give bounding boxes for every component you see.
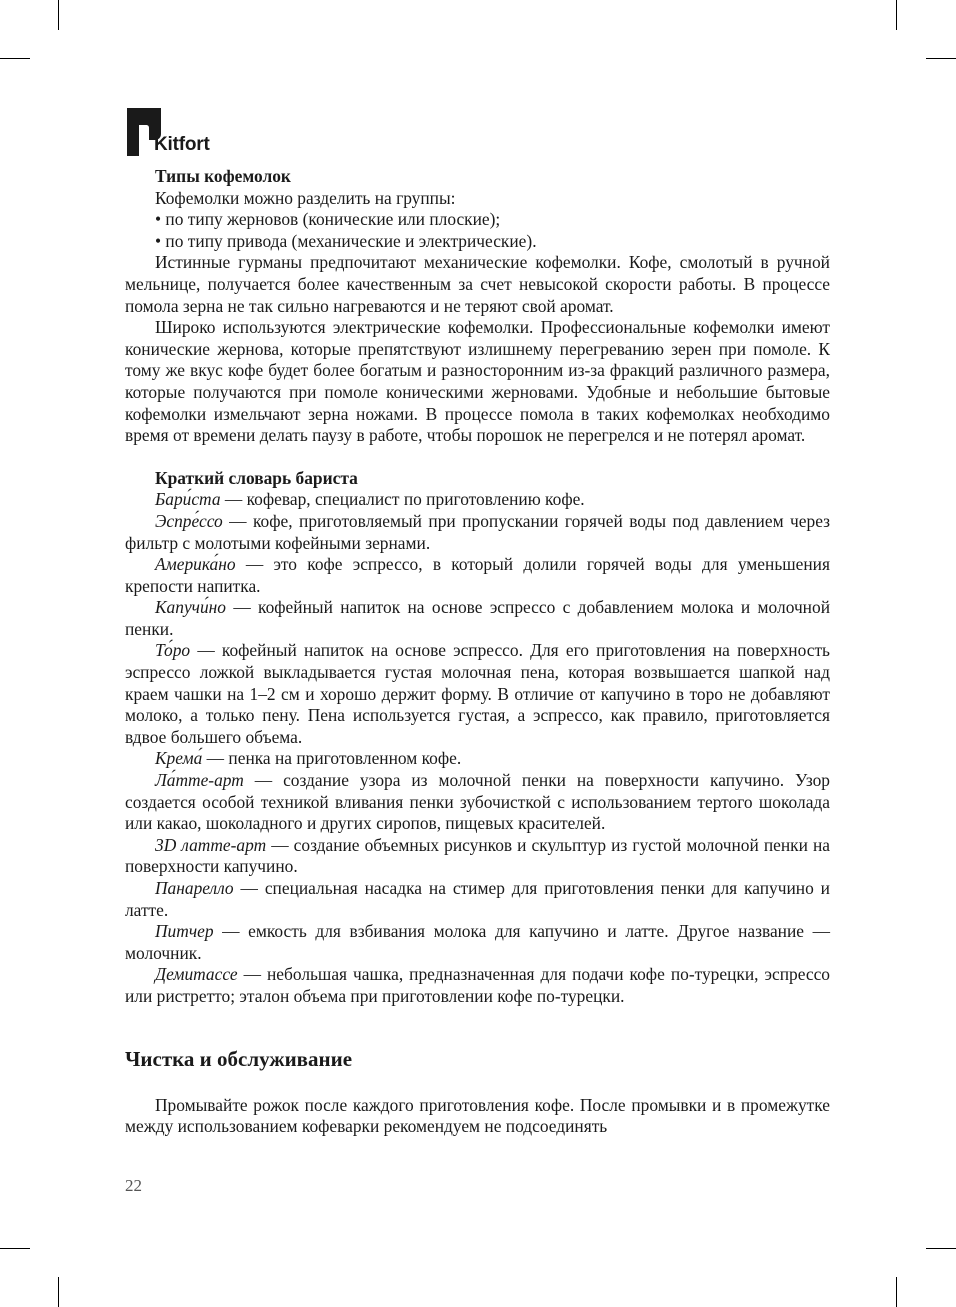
crop-mark [0, 58, 30, 59]
crop-mark [0, 1248, 30, 1249]
paragraph: Промывайте рожок после каждого приготовления кофе. После промывки и в промежутке между использованием кофеварки рекомендуем не подсоединять [125, 1094, 830, 1137]
glossary-definition: — это кофе эспрессо, в который долили горячей воды для уменьшения крепости напитка. [125, 554, 830, 596]
crop-mark [58, 1277, 59, 1307]
glossary-term: Ла́тте-арт [155, 770, 244, 791]
crop-mark [926, 58, 956, 59]
glossary-definition: — кофейный напиток на основе эспрессо с добавлением молока и молочной пенки. [125, 597, 830, 639]
glossary-term: Америка́но [155, 554, 236, 575]
section-heading: Типы кофемолок [155, 166, 291, 186]
glossary-term: Эспре́ссо [155, 510, 223, 531]
glossary-entry [125, 640, 830, 748]
glossary-definition: — создание узора из молочной пенки на поверхности капучино. Узор создается особой техникой вливания пенки зубочисткой с использованием тертого шоколада или какао, шоколадного и других сиропов, пищевых красителей. [125, 770, 830, 834]
glossary-entry [125, 921, 830, 964]
glossary-entry [125, 835, 830, 878]
glossary-entry [125, 489, 830, 511]
section-title: Чистка и обслуживание [125, 1046, 353, 1071]
crop-mark [926, 1248, 956, 1249]
paragraph: Кофемолки можно разделить на группы: [155, 187, 456, 208]
crop-mark [896, 1277, 897, 1307]
glossary-definition: — кофейный напиток на основе эспрессо. Для его приготовления на поверхность эспрессо ложкой выкладывается густая молочная пена, которая возвышается шапкой над краем чашки на 1–2 см и хорошо держит форму. В отличие от капучино в торо не добавляют молоко, а только пену. Пена используется густая, а эспрессо, как правило, приготовляется вдвое большего объема. [125, 640, 830, 747]
list-item: • по типу жерновов (конические или плоские); [155, 209, 501, 230]
glossary-term: Капучи́но [155, 597, 226, 618]
glossary-entry [125, 597, 830, 640]
glossary-term: Крема́ [155, 748, 203, 769]
glossary-entry [125, 511, 830, 554]
section-heading: Краткий словарь бариста [155, 467, 358, 488]
glossary-term: Питчер [155, 921, 214, 942]
glossary-entry [125, 770, 830, 835]
glossary-entry [125, 554, 830, 597]
glossary-definition: — кофевар, специалист по приготовлению кофе. [220, 489, 585, 510]
glossary-definition: — создание объемных рисунков и скульптур из густой молочной пенки на поверхности капучино. [125, 834, 830, 877]
crop-mark [58, 0, 59, 30]
crop-mark [896, 0, 897, 30]
page-content [125, 166, 830, 1138]
page-number: 22 [125, 1176, 142, 1195]
paragraph: Истинные гурманы предпочитают механические кофемолки. Кофе, смолотый в ручной мельнице, получается более качественным за счет невысокой скорости работы. В процессе помола зерна не так сильно нагреваются и не теряют свой аромат. [125, 252, 830, 316]
glossary-entry [125, 748, 830, 770]
list-item: • по типу привода (механические и электрические). [155, 230, 537, 251]
glossary-definition: — емкость для взбивания молока для капучино и латте. Другое название — молочник. [125, 921, 830, 963]
glossary-definition: — специальная насадка на стимер для приготовления пенки для капучино и латте. [125, 878, 830, 920]
glossary-entry [125, 964, 830, 1007]
glossary-definition: — пенка на приготовленном кофе. [202, 748, 462, 769]
glossary-term: Демитассе [155, 964, 238, 985]
glossary-entry [125, 878, 830, 921]
brand-name: Kitfort [154, 134, 210, 155]
glossary-term: Бари́ста [155, 489, 221, 510]
glossary-term: Панарелло [155, 878, 234, 898]
paragraph: Широко используются электрические кофемолки. Профессиональные кофемолки имеют конические жернова, которые препятствуют излишнему перегреванию зерен при помоле. К тому же вкус кофе будет более богатым и разносторонним из-за фракций различного размера, которые получаются при помоле коническими жерновами. Удобные и небольшие бытовые кофемолки измельчают зерна ножами. В процессе помола в таких кофемолках необходимо время от времени делать паузу в работе, чтобы порошок не перегрелся и не потерял аромат. [125, 317, 830, 446]
glossary-term: То́ро [155, 640, 191, 661]
glossary-definition: — небольшая чашка, предназначенная для подачи кофе по-турецки, эспрессо или ристретто; эталон объема при приготовлении кофе по-турецки. [125, 964, 830, 1006]
glossary-term: 3D латте-арт [155, 834, 267, 855]
glossary-definition: — кофе, приготовляемый при пропускании горячей воды под давлением через фильтр с молотыми кофейными зернами. [125, 510, 830, 553]
glossary [125, 489, 830, 1007]
